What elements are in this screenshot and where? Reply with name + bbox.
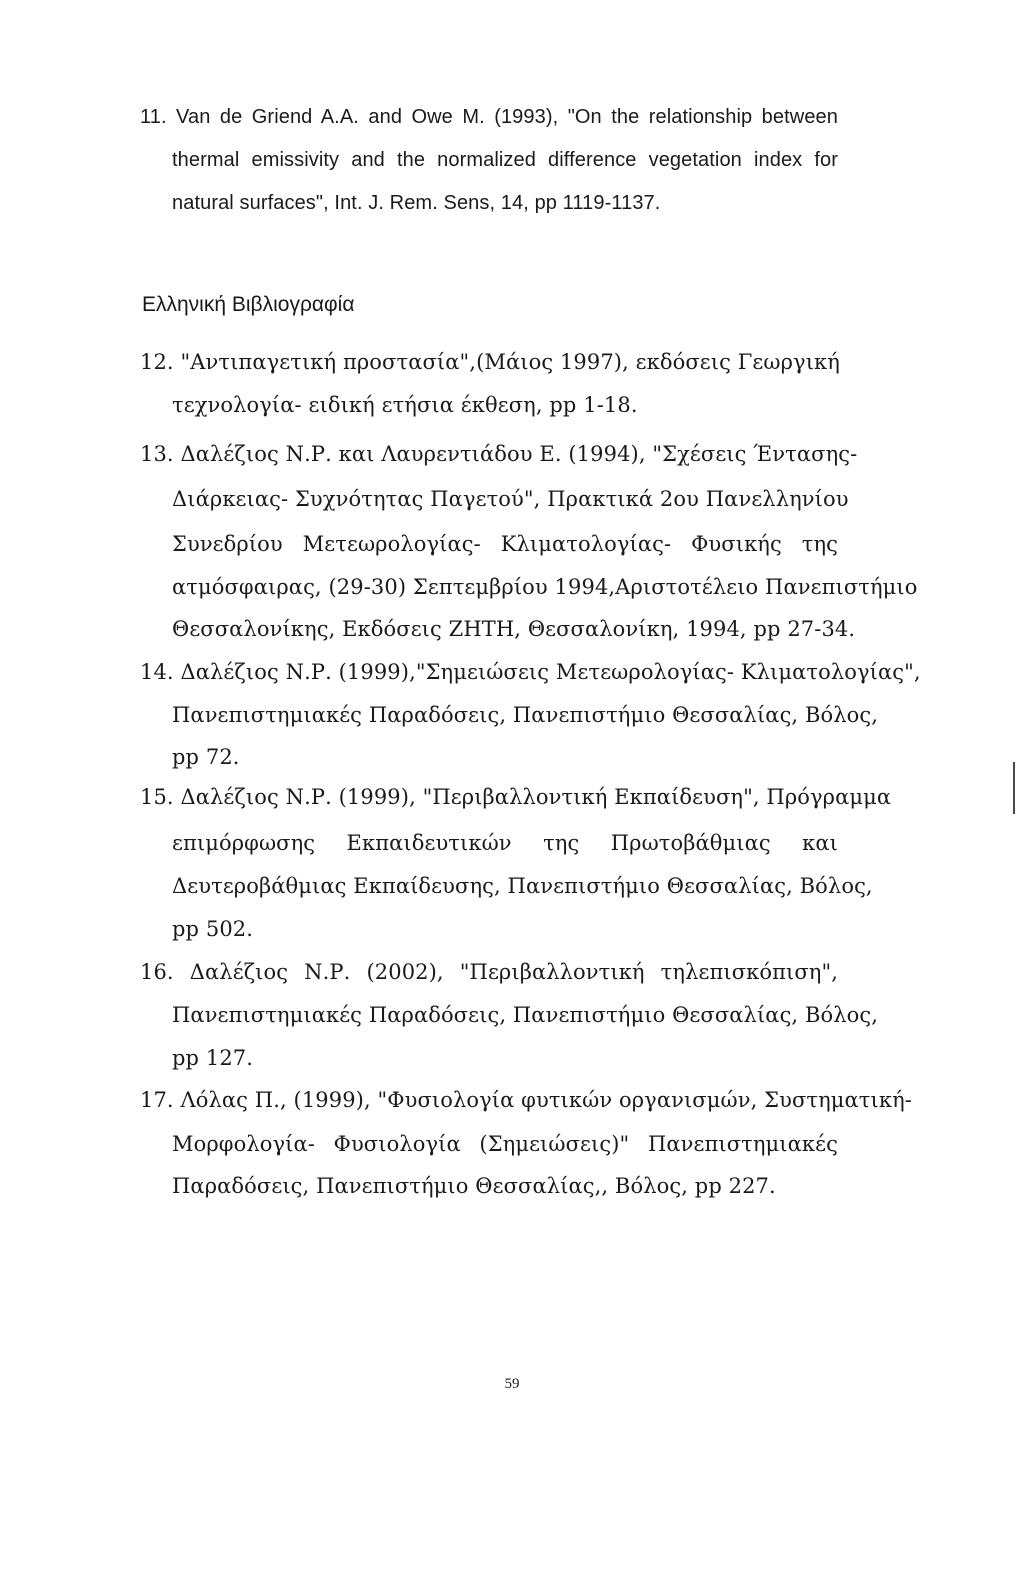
reference-17-line-2: Μορφολογία- Φυσιολογία (Σημειώσεις)" Πανεπιστημιακές (172, 1132, 838, 1156)
scan-margin-mark (1013, 762, 1015, 814)
reference-15-line-1: 15. Δαλέζιος Ν.Ρ. (1999), "Περιβαλλοντική Εκπαίδευση", Πρόγραμμα (140, 785, 892, 809)
greek-bibliography-heading: Ελληνική Βιβλιογραφία (142, 293, 355, 316)
reference-16-line-1: 16. Δαλέζιος Ν.Ρ. (2002), "Περιβαλλοντική τηλεπισκόπιση", (140, 960, 838, 984)
reference-14-line-1: 14. Δαλέζιος Ν.Ρ. (1999),"Σημειώσεις Μετεωρολογίας- Κλιματολογίας", (140, 660, 921, 684)
reference-17-line-3: Παραδόσεις, Πανεπιστήμιο Θεσσαλίας,, Βόλος, pp 227. (172, 1174, 776, 1198)
reference-11-line-3: natural surfaces", Int. J. Rem. Sens, 14, pp 1119-1137. (172, 192, 661, 214)
reference-13-line-1: 13. Δαλέζιος Ν.Ρ. και Λαυρεντιάδου Ε. (1994), "Σχέσεις Έντασης- (140, 442, 858, 466)
reference-17-line-1: 17. Λόλας Π., (1999), "Φυσιολογία φυτικών οργανισμών, Συστηματική- (140, 1088, 912, 1112)
reference-15-line-4: pp 502. (172, 917, 254, 941)
page-number: 59 (504, 1376, 520, 1392)
reference-13-line-2: Διάρκειας- Συχνότητας Παγετού", Πρακτικά 2ου Πανελληνίου (172, 487, 849, 511)
reference-15-line-2: επιμόρφωσης Εκπαιδευτικών της Πρωτοβάθμιας και (172, 831, 838, 855)
reference-12-line-2: τεχνολογία- ειδική ετήσια έκθεση, pp 1-18. (172, 393, 638, 417)
reference-12-line-1: 12. "Αντιπαγετική προστασία",(Μάιος 1997), εκδόσεις Γεωργική (140, 350, 840, 374)
reference-11-line-2: thermal emissivity and the normalized difference vegetation index for (172, 149, 838, 171)
reference-16-line-3: pp 127. (172, 1046, 254, 1070)
reference-13-line-4: ατμόσφαιρας, (29-30) Σεπτεμβρίου 1994,Αριστοτέλειο Πανεπιστήμιο (172, 575, 918, 599)
reference-13-line-5: Θεσσαλονίκης, Εκδόσεις ΖΗΤΗ, Θεσσαλονίκη, 1994, pp 27-34. (172, 617, 856, 641)
reference-15-line-3: Δευτεροβάθμιας Εκπαίδευσης, Πανεπιστήμιο Θεσσαλίας, Βόλος, (172, 874, 873, 898)
reference-11-line-1: 11. Van de Griend A.A. and Owe M. (1993), "On the relationship between (140, 106, 838, 128)
reference-14-line-2: Πανεπιστημιακές Παραδόσεις, Πανεπιστήμιο Θεσσαλίας, Βόλος, (172, 703, 879, 727)
reference-14-line-3: pp 72. (172, 745, 240, 769)
reference-16-line-2: Πανεπιστημιακές Παραδόσεις, Πανεπιστήμιο Θεσσαλίας, Βόλος, (172, 1003, 879, 1027)
reference-13-line-3: Συνεδρίου Μετεωρολογίας- Κλιματολογίας- Φυσικής της (172, 532, 838, 556)
